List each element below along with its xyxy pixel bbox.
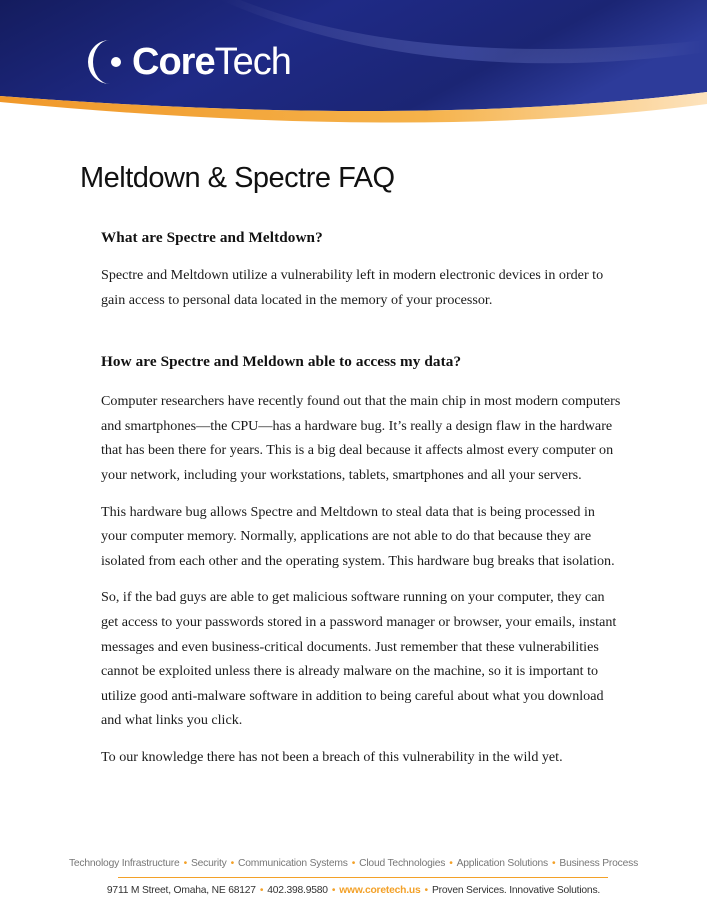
- footer-service-4: Cloud Technologies: [359, 858, 446, 869]
- footer-address: 9711 M Street, Omaha, NE 68127: [106, 885, 256, 896]
- faq-answer-2-paragraph-2: This hardware bug allows Spectre and Meltdown to steal data that is being processed in your computer memory. Normally, applications are not able to do that because they are isolated from each other and the operating system. This hardware bug breaks that isolation.: [101, 503, 615, 569]
- footer-website-link[interactable]: www.coretech.us: [339, 885, 421, 896]
- footer-service-5: Application Solutions: [456, 858, 548, 869]
- faq-answer-2-paragraph-1: Computer researchers have recently found out that the main chip in most modern computers and smartphones—the CPU—has a hardware bug. It’s really a design flaw in the hardware that has been there for years. This is a big deal because it affects almost every computer on your network, including your workstations, tablets, smartphones and all your servers.: [101, 393, 621, 483]
- faq-question-1: What are Spectre and Meltdown?: [101, 229, 323, 246]
- bullet-dot-icon: •: [183, 858, 187, 869]
- faq-question-2: How are Spectre and Meldown able to access my data?: [101, 353, 462, 371]
- brand-name-light: Tech: [214, 41, 291, 83]
- bullet-dot-icon: •: [351, 858, 356, 869]
- faq-answer-1-paragraph-1: Spectre and Meltdown utilize a vulnerability left in modern electronic devices in order to gain access to personal data located in the memory of your processor.: [101, 267, 604, 308]
- bullet-dot-icon: •: [424, 885, 428, 896]
- faq-content: [101, 226, 621, 770]
- coretech-wordmark: [132, 36, 291, 88]
- footer-service-2: Security: [190, 858, 227, 869]
- bullet-dot-icon: •: [331, 885, 336, 896]
- bullet-dot-icon: •: [230, 858, 234, 869]
- bullet-dot-icon: •: [449, 858, 453, 869]
- bullet-dot-icon: •: [552, 858, 556, 869]
- coretech-logo-mark-icon: [76, 36, 132, 88]
- footer-services: [0, 858, 707, 869]
- brand-name-bold: Core: [132, 41, 215, 83]
- bullet-dot-icon: •: [259, 885, 264, 896]
- footer-phone: 402.398.9580: [267, 885, 328, 896]
- coretech-logo: [76, 36, 291, 88]
- footer-service-3: Communication Systems: [238, 858, 348, 869]
- footer-service-1: Technology Infrastructure: [68, 858, 180, 869]
- footer-tagline: Proven Services. Innovative Solutions.: [431, 885, 601, 896]
- page-title: Meltdown & Spectre FAQ: [80, 162, 395, 194]
- faq-answer-2-paragraph-4: To our knowledge there has not been a breach of this vulnerability in the wild yet.: [101, 748, 563, 765]
- footer-divider: [118, 877, 608, 878]
- faq-answer-2-paragraph-3: So, if the bad guys are able to get malicious software running on your computer, they can get access to your passwords stored in a password manager or browser, your emails, instant messages and even business-critical documents. Just remember that these vulnerabilities cannot be exploited unless there is already malware on the machine, so it is important to utilize good anti-malware software in addition to being careful about what you download and what links you click.: [101, 589, 617, 729]
- header-banner: [0, 0, 707, 140]
- footer-service-6: Business Process: [559, 858, 639, 869]
- footer-contact: [0, 885, 707, 896]
